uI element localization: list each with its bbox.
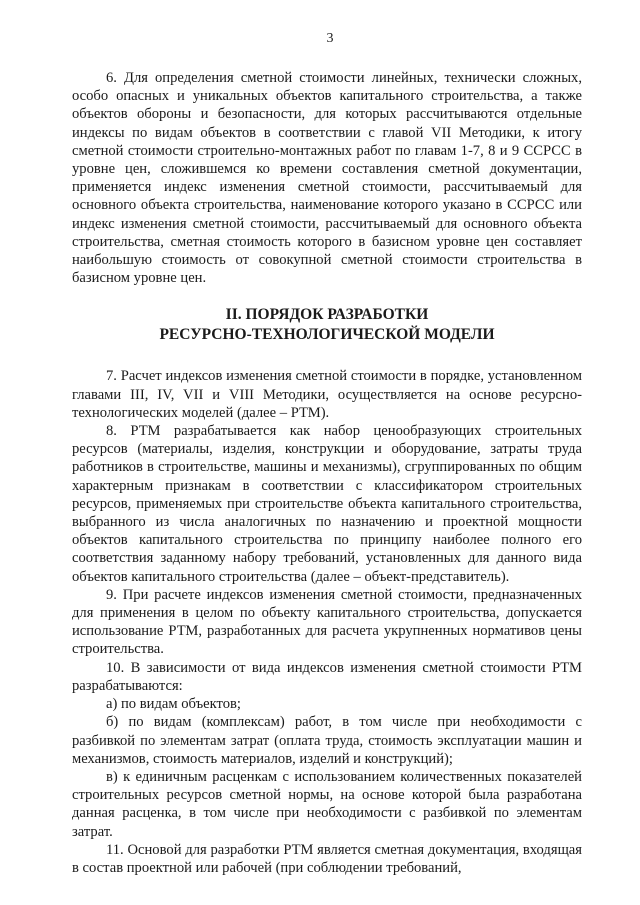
paragraph-11: 11. Основой для разработки РТМ является сметная документация, входящая в состав проектной или рабочей (при соблюдении требований, [72,841,582,876]
paragraph-8: 8. РТМ разрабатывается как набор ценообразующих строительных ресурсов (материалы, изделия, конструкции и оборудование, затраты труда работников в строительстве, машины и механизмы), сгруппированных по общим характерным признакам в соответствии с классификатором строительных ресурсов, применяемых при строительстве объекта капитального строительства, выбранного из числа аналогичных по назначению и проектной мощности объектов капитального строительства по принципу наиболее полного его соответствия заданному набору требований, установленных для данного вида объектов капитального строительства (далее – объект-представитель). [72,423,582,585]
paragraph-10: 10. В зависимости от вида индексов изменения сметной стоимости РТМ разрабатываются: [72,659,582,694]
body-text-top [72,69,582,287]
paragraph-7: 7. Расчет индексов изменения сметной стоимости в порядке, установленном главами III, IV, VII и VIII Методики, осуществляется на основе ресурсно-технологических моделей (далее – РТМ). [72,368,582,421]
body-text-bottom [72,367,582,877]
section-heading [72,305,582,345]
list-item-v: в) к единичным расценкам с использованием количественных показателей строительных ресурсов сметной нормы, на основе которой была разработана данная расценка, в том числе при необходимости с разбивкой по элементам затрат. [72,768,582,840]
section-heading-line-1: II. ПОРЯДОК РАЗРАБОТКИ [225,306,429,324]
paragraph-6: 6. Для определения сметной стоимости линейных, технически сложных, особо опасных и уникальных объектов капитального строительства, а также объектов обороны и безопасности, для которых рассчитываются отдельные индексы по видам объектов в соответствии с главой VII Методики, к итогу сметной стоимости строительно-монтажных работ по главам 1-7, 8 и 9 ССРСС в уровне цен, сложившемся ко времени составления сметной документации, применяется индекс изменения сметной стоимости, рассчитываемый для основного объекта строительства, наименование которого указано в ССРСС или индекс изменения сметной стоимости, рассчитываемый для основного объекта строительства, сметная стоимость которого в базисном уровне цен составляет наибольшую стоимость от совокупной сметной стоимости строительства в базисном уровне цен. [72,70,582,287]
section-heading-line-2: РЕСУРСНО-ТЕХНОЛОГИЧЕСКОЙ МОДЕЛИ [159,326,495,344]
paragraph-9: 9. При расчете индексов изменения сметной стоимости, предназначенных для применения в целом по объекту капитального строительства, допускается использование РТМ, разработанных для расчета укрупненных нормативов цены строительства. [72,586,582,658]
list-item-b: б) по видам (комплексам) работ, в том числе при необходимости с разбивкой по элементам затрат (оплата труда, стоимость эксплуатации машин и механизмов, стоимость материалов, изделий и конструкций); [72,714,582,767]
page-number: 3 [326,31,334,46]
list-item-a: а) по видам объектов; [106,696,241,713]
